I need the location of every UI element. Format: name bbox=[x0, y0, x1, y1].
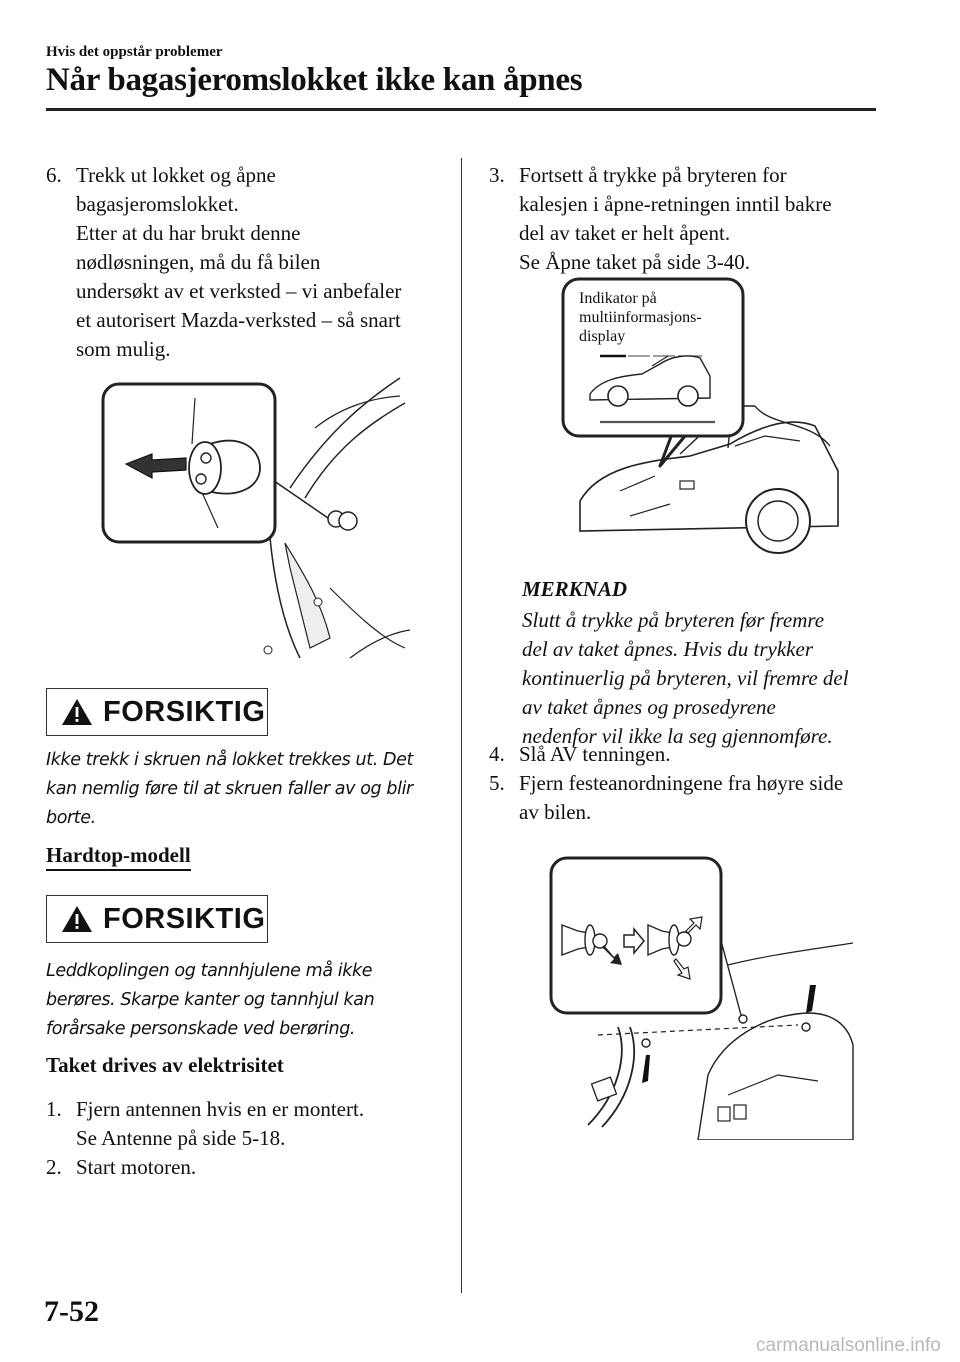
step-line: del av taket er helt åpent. bbox=[519, 221, 731, 245]
section-label: Hvis det oppstår problemer bbox=[46, 44, 223, 60]
callout-line: display bbox=[579, 328, 626, 345]
step-number: 3. bbox=[489, 163, 505, 187]
page-number: 7-52 bbox=[44, 1295, 99, 1328]
callout-line: Indikator på bbox=[579, 290, 657, 307]
indicator-callout bbox=[579, 289, 702, 346]
hardtop-heading: Hardtop-modell bbox=[46, 843, 191, 871]
step-line: Se Åpne taket på side 3-40. bbox=[519, 250, 750, 274]
step-number: 1. bbox=[46, 1097, 62, 1121]
note-heading: MERKNAD bbox=[522, 577, 628, 601]
step-line: Fortsett å trykke på bryteren for bbox=[519, 163, 787, 187]
caution-box bbox=[46, 688, 268, 736]
caution-line: kan nemlig føre til at skruen faller av og blir bbox=[46, 779, 413, 799]
step-line: nødløsningen, må du få bilen bbox=[76, 250, 321, 274]
step-line: Trekk ut lokket og åpne bbox=[76, 163, 276, 187]
warning-triangle-icon bbox=[61, 905, 93, 933]
step-line: Etter at du har brukt denne bbox=[76, 221, 301, 245]
step-number: 6. bbox=[46, 163, 62, 187]
caution-line: borte. bbox=[46, 808, 96, 828]
fastener-removal-illustration bbox=[548, 855, 858, 1140]
caution-line: Leddkoplingen og tannhjulene må ikke bbox=[46, 961, 373, 981]
step-line: som mulig. bbox=[76, 337, 171, 361]
note-line: Slutt å trykke på bryteren før fremre bbox=[522, 608, 825, 632]
step-line: undersøkt av et verksted – vi anbefaler bbox=[76, 279, 402, 303]
step-line: bagasjeromslokket. bbox=[76, 192, 239, 216]
step-line: Slå AV tenningen. bbox=[519, 742, 671, 766]
caution-line: Ikke trekk i skruen nå lokket trekkes ut. Det bbox=[46, 750, 413, 770]
caution-box bbox=[46, 895, 268, 943]
note-line: nedenfor vil ikke la seg gjennomføre. bbox=[522, 724, 833, 748]
step-line: kalesjen i åpne-retningen inntil bakre bbox=[519, 192, 832, 216]
step-number: 2. bbox=[46, 1155, 62, 1179]
step-line: av bilen. bbox=[519, 800, 592, 824]
note-line: av taket åpnes og prosedyrene bbox=[522, 695, 776, 719]
column-divider bbox=[461, 158, 462, 1293]
step-line: Start motoren. bbox=[76, 1155, 197, 1179]
caution-text bbox=[46, 957, 446, 1044]
step-number: 5. bbox=[489, 771, 505, 795]
trunk-release-illustration bbox=[100, 368, 410, 668]
step-line: et autorisert Mazda-verksted – så snart bbox=[76, 308, 401, 332]
note-line: kontinuerlig på bryteren, vil fremre del bbox=[522, 666, 849, 690]
step-line: Se Antenne på side 5-18. bbox=[76, 1126, 286, 1150]
note-text bbox=[522, 606, 882, 751]
caution-text bbox=[46, 746, 446, 833]
caution-line: forårsake personskade ved berøring. bbox=[46, 1019, 356, 1039]
callout-line: multiinformasjons- bbox=[579, 309, 702, 326]
step-number: 4. bbox=[489, 742, 505, 766]
caution-label: FORSIKTIG bbox=[103, 695, 266, 728]
caution-label: FORSIKTIG bbox=[103, 902, 266, 935]
step-line: Fjern festeanordningene fra høyre side bbox=[519, 771, 844, 795]
roof-heading: Taket drives av elektrisitet bbox=[46, 1053, 284, 1077]
warning-triangle-icon bbox=[61, 698, 93, 726]
title-rule bbox=[46, 108, 876, 111]
watermark: carmanualsonline.info bbox=[756, 1335, 941, 1356]
step-line: Fjern antennen hvis en er montert. bbox=[76, 1097, 365, 1121]
note-line: del av taket åpnes. Hvis du trykker bbox=[522, 637, 813, 661]
page-title: Når bagasjeromslokket ikke kan åpnes bbox=[46, 62, 583, 98]
caution-line: berøres. Skarpe kanter og tannhjul kan bbox=[46, 990, 375, 1010]
